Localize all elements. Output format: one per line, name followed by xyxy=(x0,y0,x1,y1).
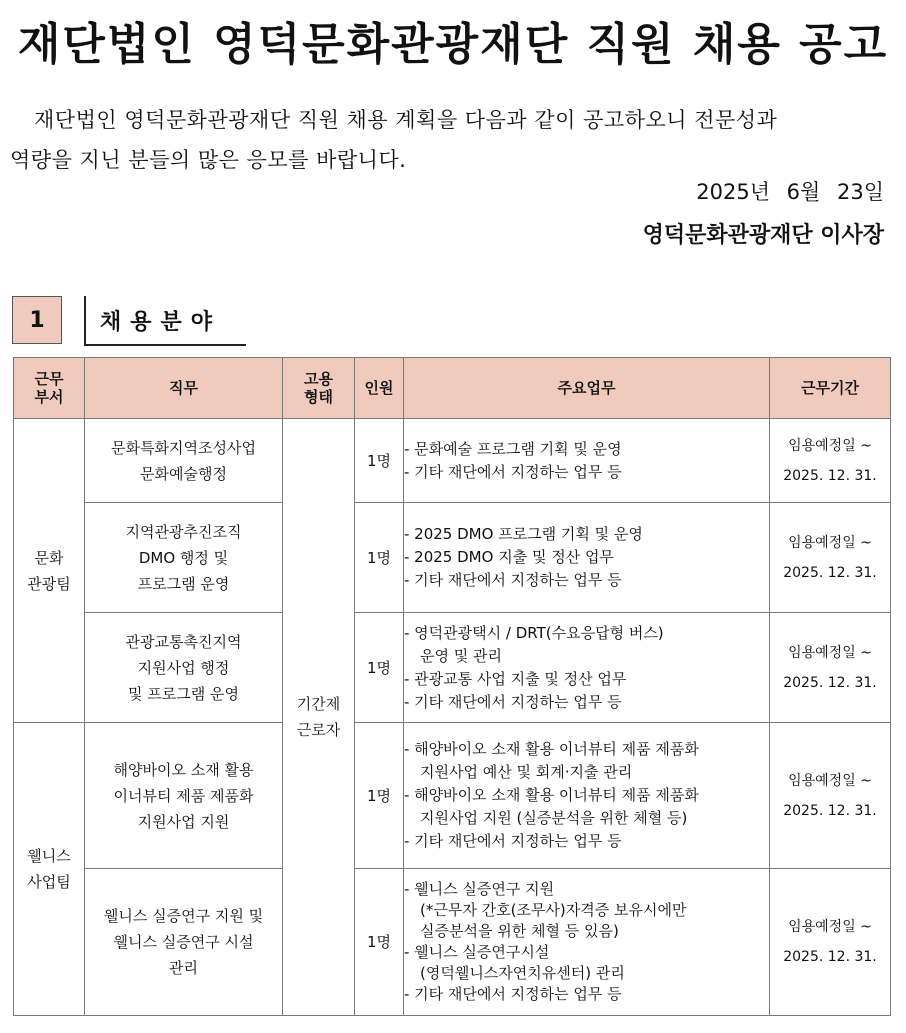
issuer-name: 영덕문화관광재단 이사장 xyxy=(642,223,884,248)
intro-text xyxy=(10,100,890,180)
intro-line-2: 역량을 지닌 분들의 많은 응모를 바랍니다. xyxy=(10,148,407,172)
recruitment-table xyxy=(13,357,891,1016)
period-cell: 임용예정일 ~ 2025. 12. 31. xyxy=(770,613,891,723)
headcount-cell: 1명 xyxy=(355,869,404,1016)
header-department: 근무 부서 xyxy=(14,358,85,419)
table-row xyxy=(14,723,891,869)
period-cell: 임용예정일 ~ 2025. 12. 31. xyxy=(770,419,891,503)
header-position: 직무 xyxy=(85,358,283,419)
position-cell: 관광교통촉진지역 지원사업 행정 및 프로그램 운영 xyxy=(85,613,283,723)
period-cell: 임용예정일 ~ 2025. 12. 31. xyxy=(770,723,891,869)
duties-cell: - 문화예술 프로그램 기획 및 운영 - 기타 재단에서 지정하는 업무 등 xyxy=(404,419,770,503)
position-cell: 지역관광추진조직 DMO 행정 및 프로그램 운영 xyxy=(85,503,283,613)
table-row xyxy=(14,419,891,503)
period-cell: 임용예정일 ~ 2025. 12. 31. xyxy=(770,503,891,613)
duties-cell: - 영덕관광택시 / DRT(수요응답형 버스) 운영 및 관리 - 관광교통 사업 지출 및 정산 업무 - 기타 재단에서 지정하는 업무 등 xyxy=(404,613,770,723)
duties-cell: - 웰니스 실증연구 지원 (*근무자 간호(조무사)자격증 보유시에만 실증분석을 위한 체혈 등 있음) - 웰니스 실증연구시설 (영덕웰니스자연치유센터) 관리 - 기타 재단에서 지정하는 업무 등 xyxy=(404,869,770,1016)
position-cell: 웰니스 실증연구 지원 및 웰니스 실증연구 시설 관리 xyxy=(85,869,283,1016)
department-culture: 문화 관광팀 xyxy=(14,419,85,723)
position-cell: 문화특화지역조성사업 문화예술행정 xyxy=(85,419,283,503)
announcement-date: 2025년 6월 23일 xyxy=(696,180,884,204)
department-wellness: 웰니스 사업팀 xyxy=(14,723,85,1016)
header-duties: 주요업무 xyxy=(404,358,770,419)
header-employment-type: 고용 형태 xyxy=(283,358,355,419)
headcount-cell: 1명 xyxy=(355,503,404,613)
section-number-badge: 1 xyxy=(12,296,62,344)
section-title: 채용분야 xyxy=(84,296,246,346)
table-row xyxy=(14,869,891,1016)
headcount-cell: 1명 xyxy=(355,723,404,869)
table-row xyxy=(14,503,891,613)
employment-type-cell: 기간제 근로자 xyxy=(283,419,355,1016)
intro-line-1: 재단법인 영덕문화관광재단 직원 채용 계획을 다음과 같이 공고하오니 전문성과 xyxy=(34,108,778,132)
page-title: 재단법인 영덕문화관광재단 직원 채용 공고 xyxy=(17,19,889,70)
duties-cell: - 해양바이오 소재 활용 이너뷰티 제품 제품화 지원사업 예산 및 회계·지출 관리 - 해양바이오 소재 활용 이너뷰티 제품 제품화 지원사업 지원 (실증분석을 위한 체혈 등) - 기타 재단에서 지정하는 업무 등 xyxy=(404,723,770,869)
duties-cell: - 2025 DMO 프로그램 기획 및 운영 - 2025 DMO 지출 및 정산 업무 - 기타 재단에서 지정하는 업무 등 xyxy=(404,503,770,613)
headcount-cell: 1명 xyxy=(355,613,404,723)
period-cell: 임용예정일 ~ 2025. 12. 31. xyxy=(770,869,891,1016)
table-header-row xyxy=(14,358,891,419)
headcount-cell: 1명 xyxy=(355,419,404,503)
table-row xyxy=(14,613,891,723)
header-headcount: 인원 xyxy=(355,358,404,419)
header-period: 근무기간 xyxy=(770,358,891,419)
position-cell: 해양바이오 소재 활용 이너뷰티 제품 제품화 지원사업 지원 xyxy=(85,723,283,869)
